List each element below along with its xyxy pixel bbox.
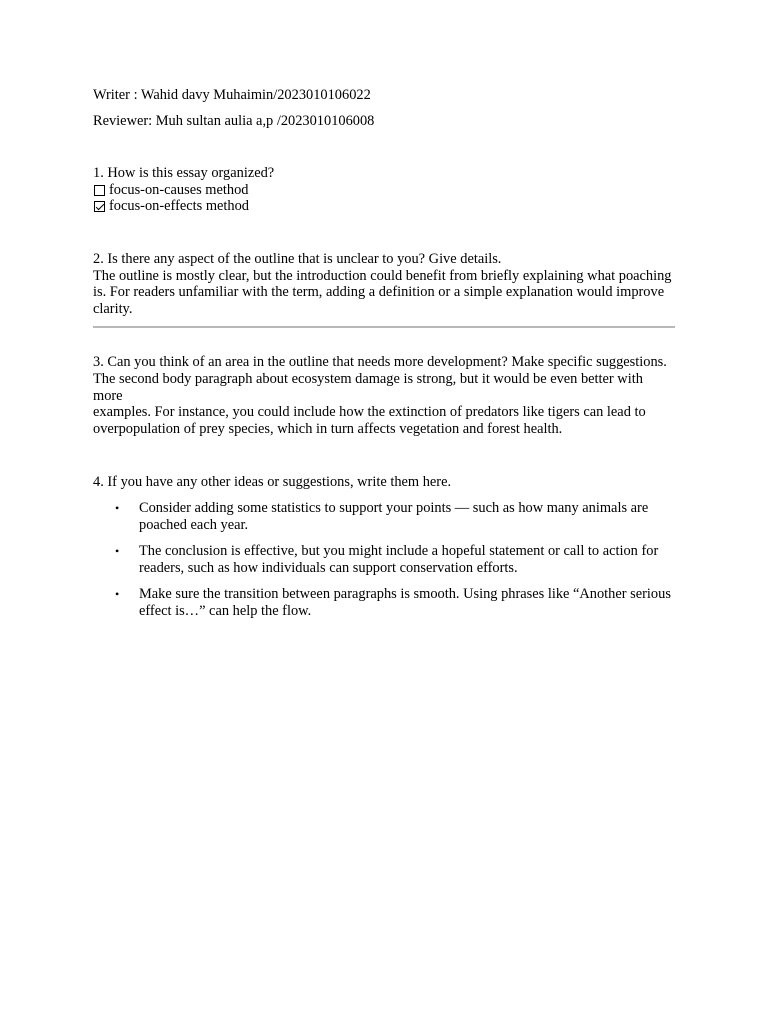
question-3 — [93, 354, 675, 437]
bullet-icon: • — [115, 544, 120, 559]
list-item-line: effect is…” can help the flow. — [139, 602, 312, 619]
question-1-text: 1. How is this essay organized? — [93, 165, 275, 182]
question-1 — [93, 165, 675, 215]
question-3-answer-line: examples. For instance, you could include how the extinction of predators like tigers can lead to — [93, 404, 646, 421]
option-focus-on-causes[interactable] — [93, 182, 675, 199]
question-3-answer-line: The second body paragraph about ecosystem damage is strong, but it would be even better with more — [93, 370, 643, 404]
option-label: focus-on-causes method — [109, 181, 249, 198]
option-focus-on-effects[interactable] — [93, 198, 675, 215]
unchecked-checkbox-icon[interactable] — [94, 185, 105, 196]
question-2-answer-line: The outline is mostly clear, but the introduction could benefit from briefly explaining what poaching — [93, 267, 672, 284]
document-page — [93, 87, 675, 629]
question-2 — [93, 251, 675, 328]
list-item — [93, 543, 675, 576]
list-item — [93, 586, 675, 619]
bullet-icon: • — [115, 500, 120, 515]
checked-checkbox-icon[interactable] — [94, 201, 105, 212]
question-2-text: 2. Is there any aspect of the outline that is unclear to you? Give details. — [93, 250, 502, 267]
list-item-line: Consider adding some statistics to support your points — such as how many animals are — [139, 499, 649, 516]
question-2-answer-line: clarity. — [93, 300, 133, 317]
writer-line: Writer : Wahid davy Muhaimin/2023010106022 — [93, 87, 371, 103]
question-4 — [93, 474, 675, 619]
list-item — [93, 500, 675, 533]
reviewer-line: Reviewer: Muh sultan aulia a,p /2023010106008 — [93, 112, 375, 129]
question-3-answer-line: overpopulation of prey species, which in turn affects vegetation and forest health. — [93, 420, 563, 437]
list-item-line: poached each year. — [139, 516, 249, 533]
list-item-line: Make sure the transition between paragraphs is smooth. Using phrases like “Another serious — [139, 586, 671, 603]
question-3-text: 3. Can you think of an area in the outline that needs more development? Make specific suggestions. — [93, 354, 667, 371]
suggestion-list — [93, 500, 675, 620]
list-item-line: The conclusion is effective, but you might include a hopeful statement or call to action for — [139, 543, 659, 560]
option-label: focus-on-effects method — [109, 198, 249, 215]
question-2-answer-line: is. For readers unfamiliar with the term, adding a definition or a simple explanation would improve — [93, 284, 665, 301]
horizontal-divider — [93, 326, 675, 328]
question-4-text: 4. If you have any other ideas or suggestions, write them here. — [93, 474, 452, 491]
list-item-line: readers, such as how individuals can support conservation efforts. — [139, 559, 518, 576]
bullet-icon: • — [115, 587, 120, 602]
